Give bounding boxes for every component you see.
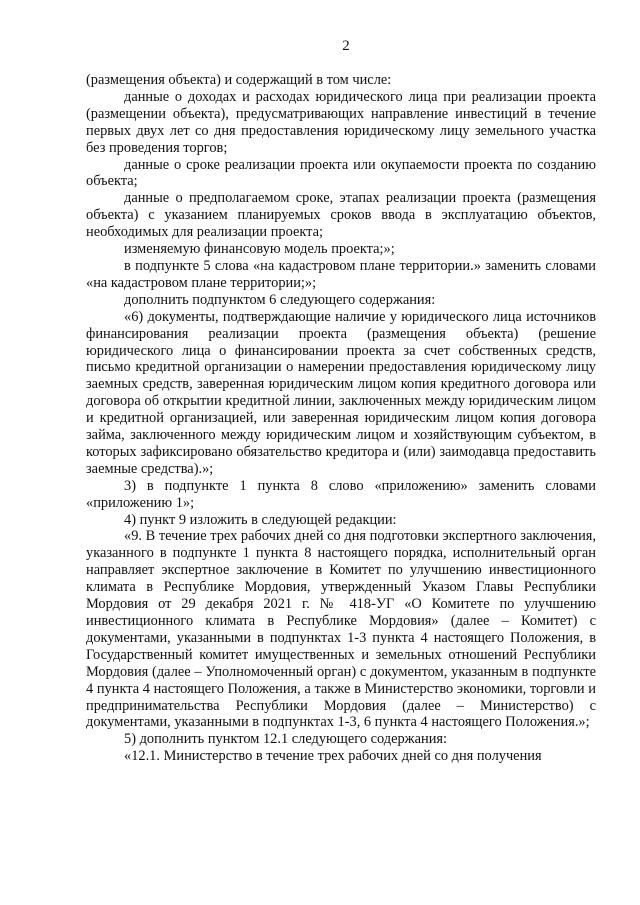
paragraph: «9. В течение трех рабочих дней со дня подготовки экспертного заключения, указанного в подпункте 1 пункта 8 настоящего порядка, исполнительный орган направляет экспертное заключение в Комитет по улучшению инвестиционного климата в Республике Мордовия, утвержденный Указом Главы Республики Мордовия от 29 декабря 2021 г. № 418-УГ «О Комитете по улучшению инвестиционного климата в Республике Мордовия» (далее – Комитет) с документами, указанными в подпунктах 1-3 пункта 4 настоящего Положения, в Государственный комитет имущественных и земельных отношений Республики Мордовия (далее – Уполномоченный орган) с документом, указанным в подпункте 4 пункта 4 настоящего Положения, а также в Министерство экономики, торговли и предпринимательства Республики Мордовия (далее – Министерство) с документами, указанными в подпунктах 1-3, 6 пункта 4 настоящего Положения.»; — [86, 528, 596, 731]
paragraph: «12.1. Министерство в течение трех рабочих дней со дня получения — [124, 748, 542, 765]
paragraph: данные о сроке реализации проекта или окупаемости проекта по созданию объекта; — [86, 156, 596, 190]
paragraph: 3) в подпункте 1 пункта 8 слово «приложению» заменить словами «приложению 1»; — [86, 477, 596, 511]
document-body — [86, 72, 596, 765]
paragraph: данные о предполагаемом сроке, этапах реализации проекта (размещения объекта) с указанием планируемых сроков ввода в эксплуатацию объектов, необходимых для реализации проекта; — [86, 190, 596, 241]
paragraph: 4) пункт 9 изложить в следующей редакции: — [124, 511, 397, 528]
paragraph: (размещения объекта) и содержащий в том числе: — [86, 72, 392, 88]
paragraph: дополнить подпунктом 6 следующего содержания: — [124, 291, 436, 308]
paragraph: в подпункте 5 слова «на кадастровом плане территории.» заменить словами «на кадастровом плане территории;»; — [86, 257, 596, 291]
paragraph: 5) дополнить пунктом 12.1 следующего содержания: — [124, 731, 448, 748]
paragraph: данные о доходах и расходах юридического лица при реализации проекта (размещении объекта), предусматривающих направление инвестиций в течение первых двух лет со дня предоставления юридическому лицу земельного участка без проведения торгов; — [86, 88, 596, 156]
page-number: 2 — [342, 38, 350, 54]
paragraph: изменяемую финансовую модель проекта;»; — [124, 241, 395, 258]
paragraph: «6) документы, подтверждающие наличие у юридического лица источников финансирования реализации проекта (размещения объекта) (решение юридического лица о финансировании проекта за счет собственных средств, письмо кредитной организации о намерении предоставления юридическому лицу заемных средств, заверенная юридическим лицом копия кредитного договора или договора об открытии кредитной линии, заключенных между юридическим лицом и кредитной организацией, или заверенная юридическим лицом копия договора займа, заключенного между юридическим лицом и хозяйствующим субъектом, в которых зафиксировано обязательство кредитора и (или) заимодавца предоставить заемные средства).»; — [86, 308, 596, 477]
